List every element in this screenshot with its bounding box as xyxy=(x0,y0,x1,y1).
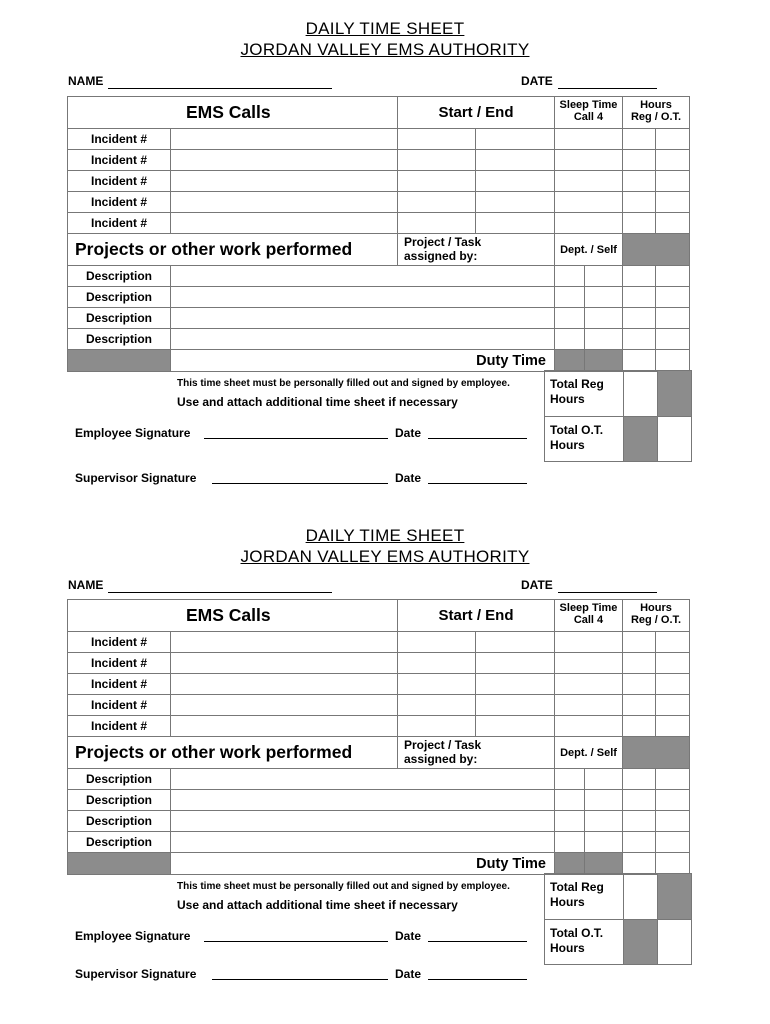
sleep-cell[interactable] xyxy=(555,150,623,171)
dept-cell[interactable] xyxy=(555,790,585,811)
duty-reg-cell[interactable] xyxy=(623,350,656,372)
table-row xyxy=(68,790,690,811)
dept-cell[interactable] xyxy=(555,287,585,308)
incident-label: Incident # xyxy=(68,213,171,234)
total-reg-label xyxy=(545,371,624,417)
table-row xyxy=(68,150,690,171)
ot-cell[interactable] xyxy=(656,129,690,150)
shaded-cell xyxy=(555,853,585,875)
sleep-cell[interactable] xyxy=(555,171,623,192)
supervisor-signature-label: Supervisor Signature xyxy=(75,471,197,485)
project-task-heading xyxy=(398,737,555,769)
ot-cell[interactable] xyxy=(656,329,690,350)
ot-cell[interactable] xyxy=(656,632,690,653)
ot-cell[interactable] xyxy=(656,150,690,171)
attach-note: Use and attach additional time sheet if necessary xyxy=(177,898,458,912)
description-label: Description xyxy=(68,329,171,350)
ot-cell[interactable] xyxy=(656,192,690,213)
sleep-time-heading xyxy=(555,600,623,632)
description-cell[interactable] xyxy=(171,287,555,308)
start-cell[interactable] xyxy=(398,632,476,653)
ot-cell[interactable] xyxy=(656,287,690,308)
totals-table xyxy=(544,370,692,462)
total-reg-value[interactable] xyxy=(624,371,658,417)
shaded-cell xyxy=(623,737,690,769)
shaded-cell xyxy=(658,371,692,417)
description-cell[interactable] xyxy=(171,811,555,832)
incident-cell[interactable] xyxy=(171,171,398,192)
reg-cell[interactable] xyxy=(623,674,656,695)
employee-signature-field[interactable] xyxy=(204,941,388,942)
duty-time-label: Duty Time xyxy=(171,853,555,875)
incident-label: Incident # xyxy=(68,716,171,737)
start-cell[interactable] xyxy=(398,129,476,150)
duty-ot-cell[interactable] xyxy=(656,350,690,372)
start-cell[interactable] xyxy=(398,192,476,213)
hours-heading xyxy=(623,600,690,632)
ot-cell[interactable] xyxy=(656,171,690,192)
self-cell[interactable] xyxy=(585,832,623,853)
shaded-cell xyxy=(68,853,171,875)
call-4-label: Call 4 xyxy=(573,614,604,626)
incident-cell[interactable] xyxy=(171,695,398,716)
description-cell[interactable] xyxy=(171,832,555,853)
description-label: Description xyxy=(68,811,171,832)
incident-label: Incident # xyxy=(68,632,171,653)
end-cell[interactable] xyxy=(476,632,555,653)
self-cell[interactable] xyxy=(585,790,623,811)
description-cell[interactable] xyxy=(171,329,555,350)
incident-cell[interactable] xyxy=(171,674,398,695)
hours-label: Hours xyxy=(640,602,672,614)
self-cell[interactable] xyxy=(585,308,623,329)
total-ot-label xyxy=(545,920,624,965)
total-ot-text: Total O.T. xyxy=(550,423,604,437)
end-cell[interactable] xyxy=(476,171,555,192)
incident-cell[interactable] xyxy=(171,192,398,213)
signature-notice: This time sheet must be personally filled out and signed by employee. xyxy=(177,881,510,892)
incident-label: Incident # xyxy=(68,192,171,213)
sheet-subtitle: JORDAN VALLEY EMS AUTHORITY xyxy=(240,40,530,59)
table-row xyxy=(68,832,690,853)
reg-cell[interactable] xyxy=(623,171,656,192)
employee-date-label: Date xyxy=(395,426,422,440)
description-cell[interactable] xyxy=(171,308,555,329)
end-cell[interactable] xyxy=(476,213,555,234)
name-label: NAME xyxy=(68,74,104,88)
start-cell[interactable] xyxy=(398,695,476,716)
hours-heading xyxy=(623,97,690,129)
supervisor-signature-field[interactable] xyxy=(212,483,388,484)
employee-date-label: Date xyxy=(395,929,422,943)
incident-cell[interactable] xyxy=(171,653,398,674)
duty-time-label: Duty Time xyxy=(171,350,555,372)
description-label: Description xyxy=(68,287,171,308)
name-field[interactable] xyxy=(108,592,332,593)
shaded-cell xyxy=(624,920,658,965)
self-cell[interactable] xyxy=(585,287,623,308)
self-cell[interactable] xyxy=(585,811,623,832)
reg-cell[interactable] xyxy=(623,790,656,811)
total-ot-label xyxy=(545,417,624,462)
start-cell[interactable] xyxy=(398,716,476,737)
start-cell[interactable] xyxy=(398,674,476,695)
description-label: Description xyxy=(68,769,171,790)
end-cell[interactable] xyxy=(476,129,555,150)
sleep-cell[interactable] xyxy=(555,653,623,674)
reg-ot-label: Reg / O.T. xyxy=(630,111,682,123)
total-ot-text: Total O.T. xyxy=(550,926,604,940)
incident-label: Incident # xyxy=(68,653,171,674)
total-ot-hours-text: Hours xyxy=(550,438,585,452)
table-row xyxy=(68,329,690,350)
description-label: Description xyxy=(68,832,171,853)
reg-cell[interactable] xyxy=(623,329,656,350)
start-cell[interactable] xyxy=(398,213,476,234)
projects-heading: Projects or other work performed xyxy=(68,234,398,266)
date-label: DATE xyxy=(521,74,553,88)
projects-heading: Projects or other work performed xyxy=(68,737,398,769)
reg-cell[interactable] xyxy=(623,653,656,674)
reg-cell[interactable] xyxy=(623,811,656,832)
total-reg-hours-text: Hours xyxy=(550,895,585,909)
employee-signature-field[interactable] xyxy=(204,438,388,439)
date-label: DATE xyxy=(521,578,553,592)
sleep-time-label: Sleep Time xyxy=(559,602,618,614)
employee-date-field[interactable] xyxy=(428,941,527,942)
ot-cell[interactable] xyxy=(656,790,690,811)
reg-ot-label: Reg / O.T. xyxy=(630,614,682,626)
total-reg-text: Total Reg xyxy=(550,880,604,894)
sleep-cell[interactable] xyxy=(555,129,623,150)
description-cell[interactable] xyxy=(171,769,555,790)
sleep-time-heading xyxy=(555,97,623,129)
table-row xyxy=(68,653,690,674)
shaded-cell xyxy=(555,350,585,372)
date-field[interactable] xyxy=(558,592,657,593)
dept-cell[interactable] xyxy=(555,769,585,790)
date-field[interactable] xyxy=(558,88,657,89)
sleep-cell[interactable] xyxy=(555,632,623,653)
call-4-label: Call 4 xyxy=(573,111,604,123)
ems-calls-table xyxy=(67,96,690,372)
supervisor-date-label: Date xyxy=(395,471,422,485)
incident-cell[interactable] xyxy=(171,213,398,234)
total-reg-value[interactable] xyxy=(624,874,658,920)
table-row xyxy=(68,716,690,737)
reg-cell[interactable] xyxy=(623,287,656,308)
duty-ot-cell[interactable] xyxy=(656,853,690,875)
dept-cell[interactable] xyxy=(555,329,585,350)
table-row xyxy=(68,192,690,213)
ot-cell[interactable] xyxy=(656,832,690,853)
description-cell[interactable] xyxy=(171,266,555,287)
supervisor-signature-label: Supervisor Signature xyxy=(75,967,197,981)
ot-cell[interactable] xyxy=(656,769,690,790)
self-cell[interactable] xyxy=(585,329,623,350)
sheet-title: DAILY TIME SHEET xyxy=(305,19,465,38)
table-row xyxy=(68,308,690,329)
supervisor-signature-field[interactable] xyxy=(212,979,388,980)
end-cell[interactable] xyxy=(476,150,555,171)
dept-cell[interactable] xyxy=(555,308,585,329)
shaded-cell xyxy=(585,853,623,875)
sleep-cell[interactable] xyxy=(555,695,623,716)
ot-cell[interactable] xyxy=(656,653,690,674)
time-sheet-bottom xyxy=(0,503,770,1006)
incident-label: Incident # xyxy=(68,129,171,150)
shaded-cell xyxy=(623,234,690,266)
sleep-cell[interactable] xyxy=(555,213,623,234)
end-cell[interactable] xyxy=(476,192,555,213)
total-reg-hours-text: Hours xyxy=(550,392,585,406)
incident-label: Incident # xyxy=(68,171,171,192)
self-cell[interactable] xyxy=(585,266,623,287)
total-ot-value[interactable] xyxy=(658,417,692,462)
dept-cell[interactable] xyxy=(555,266,585,287)
table-row xyxy=(68,695,690,716)
reg-cell[interactable] xyxy=(623,716,656,737)
name-label: NAME xyxy=(68,578,104,592)
start-cell[interactable] xyxy=(398,653,476,674)
totals-table xyxy=(544,873,692,965)
project-task-label: Project / Task xyxy=(404,738,482,752)
ems-calls-heading: EMS Calls xyxy=(68,600,398,632)
shaded-cell xyxy=(68,350,171,372)
attach-note: Use and attach additional time sheet if necessary xyxy=(177,395,458,409)
ot-cell[interactable] xyxy=(656,213,690,234)
start-end-heading: Start / End xyxy=(398,600,555,632)
description-label: Description xyxy=(68,266,171,287)
shaded-cell xyxy=(658,874,692,920)
table-row xyxy=(68,674,690,695)
table-row xyxy=(68,213,690,234)
total-ot-hours-text: Hours xyxy=(550,941,585,955)
ems-calls-table xyxy=(67,599,690,875)
start-cell[interactable] xyxy=(398,171,476,192)
hours-label: Hours xyxy=(640,99,672,111)
incident-cell[interactable] xyxy=(171,716,398,737)
supervisor-date-label: Date xyxy=(395,967,422,981)
reg-cell[interactable] xyxy=(623,213,656,234)
employee-signature-label: Employee Signature xyxy=(75,426,191,440)
reg-cell[interactable] xyxy=(623,832,656,853)
ot-cell[interactable] xyxy=(656,308,690,329)
reg-cell[interactable] xyxy=(623,150,656,171)
employee-date-field[interactable] xyxy=(428,438,527,439)
reg-cell[interactable] xyxy=(623,192,656,213)
assigned-by-label: assigned by: xyxy=(404,249,478,263)
ot-cell[interactable] xyxy=(656,695,690,716)
ems-calls-heading: EMS Calls xyxy=(68,97,398,129)
total-reg-text: Total Reg xyxy=(550,377,604,391)
dept-cell[interactable] xyxy=(555,811,585,832)
project-task-heading xyxy=(398,234,555,266)
total-reg-label xyxy=(545,874,624,920)
dept-self-heading: Dept. / Self xyxy=(555,737,623,769)
incident-label: Incident # xyxy=(68,695,171,716)
self-cell[interactable] xyxy=(585,769,623,790)
supervisor-date-field[interactable] xyxy=(428,483,527,484)
ot-cell[interactable] xyxy=(656,811,690,832)
assigned-by-label: assigned by: xyxy=(404,752,478,766)
reg-cell[interactable] xyxy=(623,632,656,653)
time-sheet-top xyxy=(0,0,770,503)
end-cell[interactable] xyxy=(476,653,555,674)
dept-self-heading: Dept. / Self xyxy=(555,234,623,266)
end-cell[interactable] xyxy=(476,674,555,695)
ot-cell[interactable] xyxy=(656,266,690,287)
incident-cell[interactable] xyxy=(171,129,398,150)
supervisor-date-field[interactable] xyxy=(428,979,527,980)
table-row xyxy=(68,632,690,653)
table-row xyxy=(68,171,690,192)
sheet-subtitle: JORDAN VALLEY EMS AUTHORITY xyxy=(240,547,530,566)
description-label: Description xyxy=(68,790,171,811)
employee-signature-label: Employee Signature xyxy=(75,929,191,943)
sleep-time-label: Sleep Time xyxy=(559,99,618,111)
reg-cell[interactable] xyxy=(623,266,656,287)
end-cell[interactable] xyxy=(476,716,555,737)
signature-notice: This time sheet must be personally filled out and signed by employee. xyxy=(177,378,510,389)
table-row xyxy=(68,287,690,308)
reg-cell[interactable] xyxy=(623,129,656,150)
name-field[interactable] xyxy=(108,88,332,89)
table-row xyxy=(68,811,690,832)
reg-cell[interactable] xyxy=(623,308,656,329)
sleep-cell[interactable] xyxy=(555,716,623,737)
description-cell[interactable] xyxy=(171,790,555,811)
total-ot-value[interactable] xyxy=(658,920,692,965)
ot-cell[interactable] xyxy=(656,716,690,737)
table-row xyxy=(68,266,690,287)
sleep-cell[interactable] xyxy=(555,192,623,213)
end-cell[interactable] xyxy=(476,695,555,716)
incident-cell[interactable] xyxy=(171,150,398,171)
project-task-label: Project / Task xyxy=(404,235,482,249)
reg-cell[interactable] xyxy=(623,769,656,790)
incident-label: Incident # xyxy=(68,150,171,171)
description-label: Description xyxy=(68,308,171,329)
table-row xyxy=(68,769,690,790)
incident-cell[interactable] xyxy=(171,632,398,653)
shaded-cell xyxy=(585,350,623,372)
incident-label: Incident # xyxy=(68,674,171,695)
dept-cell[interactable] xyxy=(555,832,585,853)
table-row xyxy=(68,129,690,150)
shaded-cell xyxy=(624,417,658,462)
sheet-title: DAILY TIME SHEET xyxy=(305,526,465,545)
reg-cell[interactable] xyxy=(623,695,656,716)
start-end-heading: Start / End xyxy=(398,97,555,129)
ot-cell[interactable] xyxy=(656,674,690,695)
duty-reg-cell[interactable] xyxy=(623,853,656,875)
start-cell[interactable] xyxy=(398,150,476,171)
sleep-cell[interactable] xyxy=(555,674,623,695)
